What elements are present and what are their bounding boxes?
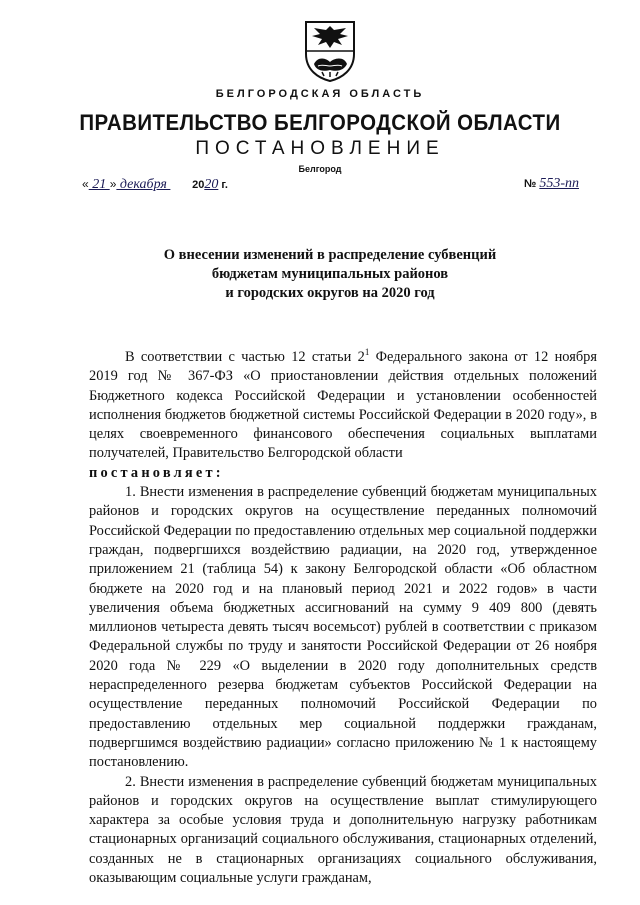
title-line-1: О внесении изменений в распределение субвенций <box>163 247 497 263</box>
date-year-suffix: 20 <box>204 177 219 192</box>
paragraph-item-1: 1. Внести изменения в распределение субвенций бюджетам муниципальных районов и городских округов на осуществление переданных полномочий Российской Федерации по предоставлению отдельных мер социальной поддержки граждан, подвергшихся воздействию радиации, на 2020 год, утвержденное приложением 21 (таблица 54) к закону Белгородской области «Об областном бюджете на 2020 год и на плановый период 2021 и 2022 годов» в части увеличения объема бюджетных ассигнований на сумму 9 409 800 (девять миллионов четыреста девять тысяч восемьсот) рублей в соответствии с приказом Федеральной службы по труду и занятости Российской Федерации от 26 ноября 2020 года № 229 «О выделении в 2020 году дополнительных средств нераспределенного резерва бюджетам субъектов Российской Федерации на осуществление переданных полномочий Российской Федерации по предоставлению отдельных мер социальной поддержки гражданам, подвергшимся воздействию радиации» согласно приложению № 1 к настоящему постановлению. <box>89 484 597 771</box>
resolves-word: постановляет: <box>89 464 224 481</box>
region-name: БЕЛГОРОДСКАЯ ОБЛАСТЬ <box>215 88 425 100</box>
document-type: ПОСТАНОВЛЕНИЕ <box>195 138 445 159</box>
date-close-quote: » <box>109 177 117 191</box>
paragraph-preamble <box>89 348 597 464</box>
title-line-2: бюджетам муниципальных районов <box>211 266 449 282</box>
document-title <box>120 246 540 303</box>
decree-date <box>82 176 228 193</box>
date-open-quote: « <box>82 177 89 191</box>
document-body <box>89 348 597 888</box>
date-year-suffix-g: г. <box>218 179 228 191</box>
date-year-prefix: 20 <box>192 179 205 191</box>
title-line-3: и городских округов на 2020 год <box>225 285 435 301</box>
preamble-text-b: Федерального закона от 12 ноября 2019 год № 367-ФЗ «О приостановлении действия отдельных положений Бюджетного кодекса Российской Федерации и установлении особенностей исполнения бюджетов бюджетной системы Российской Федерации в 2020 году», в целях своевременного финансового обеспечения социальных выплатами получателей, Правительство Белгородской области <box>89 349 597 462</box>
preamble-superscript: 1 <box>364 347 370 358</box>
date-day: 21 <box>88 177 110 192</box>
number-label: № <box>524 178 540 190</box>
date-month: декабря <box>116 177 171 192</box>
city-name: Белгород <box>298 164 342 174</box>
paragraph-item-2: 2. Внести изменения в распределение субвенций бюджетам муниципальных районов и городских округов на осуществление выплат стимулирующего характера за особые условия труда и дополнительную нагрузку работникам стационарных организаций социального обслуживания, стационарных отделений, созданных не в стационарных организациях социального обслуживания, оказывающим социальные услуги гражданам, <box>89 773 597 887</box>
number-value: 553-пп <box>539 176 579 191</box>
coat-of-arms-icon <box>304 20 356 82</box>
paragraph-resolves <box>89 464 597 483</box>
decree-number <box>524 176 579 192</box>
preamble-text-a: В соответствии с частью 12 статьи 2 <box>125 349 365 365</box>
government-name: ПРАВИТЕЛЬСТВО БЕЛГОРОДСКОЙ ОБЛАСТИ <box>79 110 561 135</box>
